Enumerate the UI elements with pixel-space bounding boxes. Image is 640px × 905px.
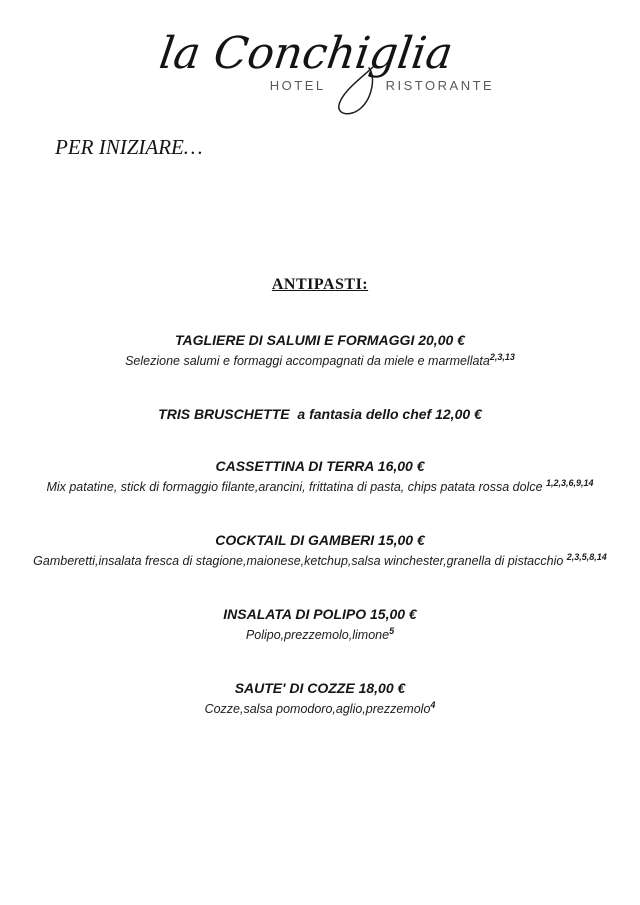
menu-item-description	[0, 350, 640, 372]
logo-swash-flourish-icon	[332, 65, 382, 119]
menu-item-list	[0, 330, 640, 720]
logo-script-text: la Conchiglia	[156, 28, 456, 79]
menu-item-cassettina	[0, 456, 640, 498]
section-title-text: ANTIPASTI:	[271, 276, 369, 293]
menu-item-allergen-numbers: 4	[430, 699, 436, 710]
logo-subtitle-row	[62, 78, 640, 93]
menu-item-insalata-polipo	[0, 604, 640, 646]
logo-ristorante-label: RISTORANTE	[385, 78, 495, 93]
menu-item-description-text: Mix patatine, stick di formaggio filante,arancini, frittatina di pasta, chips patata rossa dolce	[46, 480, 546, 494]
menu-item-description-text: Gamberetti,insalata fresca di stagione,maionese,ketchup,salsa winchester,granella di pistacchio	[33, 554, 567, 568]
menu-item-title: TAGLIERE DI SALUMI E FORMAGGI 20,00 €	[175, 332, 465, 348]
menu-item-description	[0, 698, 640, 720]
menu-item-title: SAUTE' DI COZZE 18,00 €	[234, 680, 406, 696]
menu-item-description-text: Selezione salumi e formaggi accompagnati da miele e marmellata	[125, 354, 490, 368]
section-title-antipasti	[0, 276, 640, 294]
menu-item-allergen-numbers: 2,3,13	[489, 351, 515, 362]
menu-item-description-text: Cozze,salsa pomodoro,aglio,prezzemolo	[204, 702, 431, 716]
menu-item-description	[0, 476, 640, 498]
menu-item-cocktail-gamberi	[0, 530, 640, 572]
restaurant-logo	[0, 0, 640, 93]
menu-item-saute-cozze	[0, 678, 640, 720]
intro-heading: PER INIZIARE…	[55, 135, 203, 159]
menu-item-description	[0, 624, 640, 646]
menu-item-allergen-numbers: 2,3,5,8,14	[566, 551, 607, 562]
menu-item-tris-bruschette	[0, 404, 640, 424]
menu-item-title: INSALATA DI POLIPO 15,00 €	[223, 606, 417, 622]
menu-item-description-text: Polipo,prezzemolo,limone	[245, 628, 390, 642]
menu-item-description	[0, 550, 640, 572]
menu-item-title: CASSETTINA DI TERRA 16,00 €	[215, 458, 425, 474]
logo-hotel-label: HOTEL	[269, 78, 326, 93]
menu-item-allergen-numbers: 1,2,3,6,9,14	[546, 477, 594, 488]
menu-item-allergen-numbers: 5	[389, 625, 395, 636]
menu-item-tagliere	[0, 330, 640, 372]
menu-item-title: TRIS BRUSCHETTE a fantasia dello chef 12,00 €	[158, 406, 482, 422]
menu-item-title: COCKTAIL DI GAMBERI 15,00 €	[215, 532, 425, 548]
